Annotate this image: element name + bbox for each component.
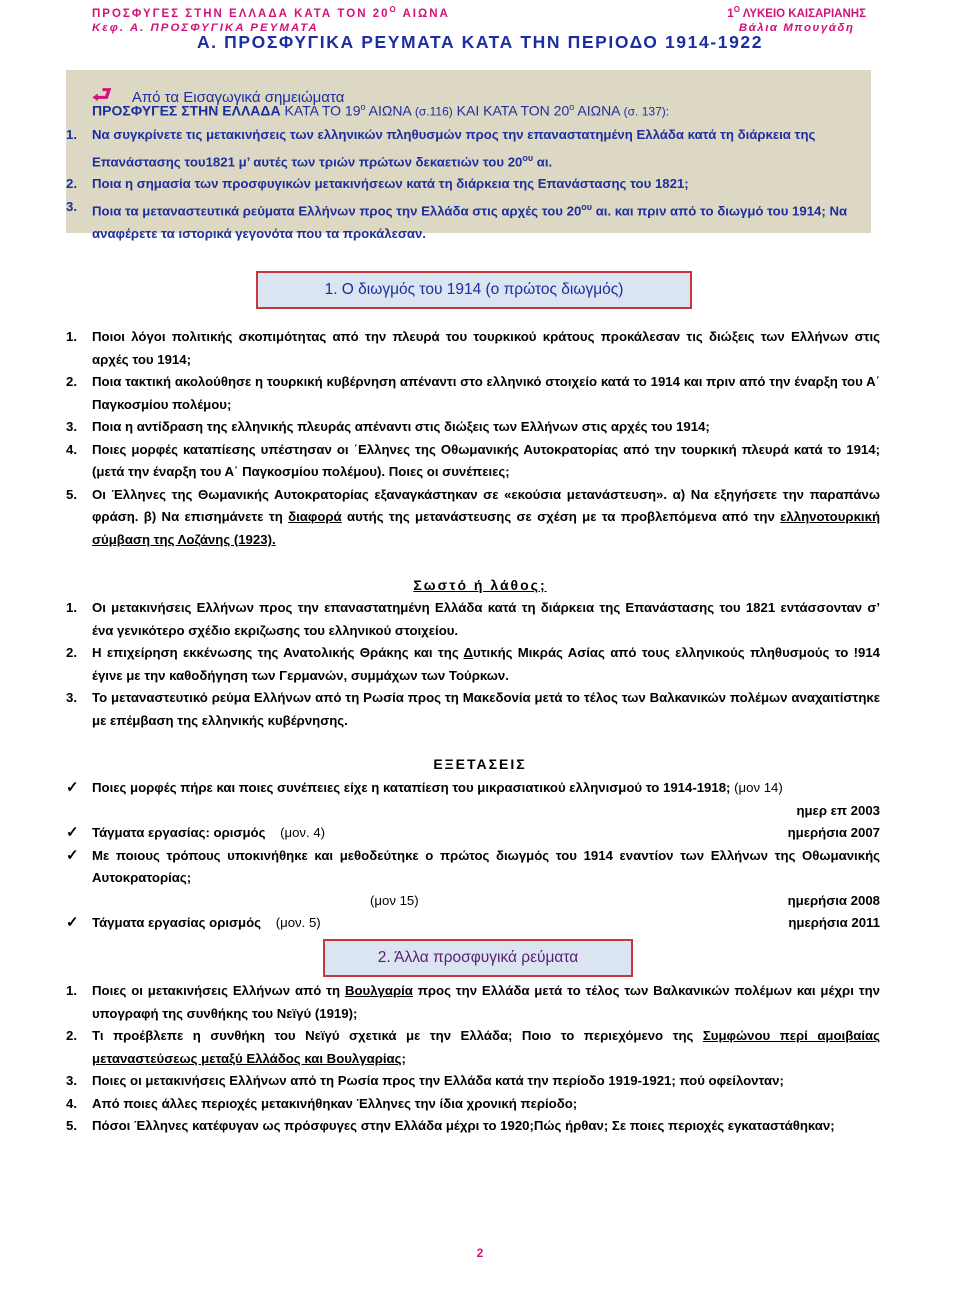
item-number: 3. <box>66 690 77 705</box>
return-arrow-icon: ⮐ <box>92 82 112 107</box>
section1-question-list <box>66 326 880 551</box>
exam-date: ημερήσια 2011 <box>788 915 880 930</box>
checkmark-icon: ✓ <box>66 824 79 841</box>
item-number: 5. <box>66 486 77 502</box>
list-item <box>66 1070 880 1093</box>
exam-question: Με ποιους τρόπους υποκινήθηκε και μεθοδεύτηκε ο πρώτος διωγμός του 1914 εναντίον των Ελλήνων της Οθωμανικής Αυτοκρατορίας; <box>92 847 880 885</box>
section1-title: 1. Ο διωγμός του 1914 (ο πρώτος διωγμός) <box>256 271 692 309</box>
header-school-pre: 1 <box>727 7 734 20</box>
intro-subheading <box>92 102 669 119</box>
item-text: Ποιες μορφές καταπίεσης υπέστησαν οι ΄Ελληνες της Οθωμανικής Αυτοκρατορίας από την τουρκική πλευρά κατά το 1914; (μετά την έναρξη του Α΄ Παγκοσμίου πολέμου). Ποιες οι συνέπειες; <box>92 441 880 479</box>
header-course <box>92 3 450 35</box>
list-item <box>66 439 880 484</box>
exams-title: ΕΞΕΤΑΣΕΙΣ <box>433 756 527 772</box>
exam-marks: (μον. 5) <box>275 915 321 930</box>
section2-title: 2. Άλλα προσφυγικά ρεύματα <box>323 939 633 977</box>
item-tail: αι. <box>533 153 553 169</box>
item-number: 2. <box>66 176 77 192</box>
item-number: 2. <box>66 1028 77 1043</box>
item-number: 2. <box>66 645 77 660</box>
true-false-title <box>0 577 960 593</box>
checkmark-icon: ✓ <box>66 914 79 931</box>
item-text-cont: αυτής της μετανάστευσης σε σχέση με τα προβλεπόμενα από την <box>341 509 781 524</box>
intro-sub-f: ΑΙΩΝΑ <box>574 102 624 119</box>
list-item <box>66 687 880 732</box>
exam-date-row <box>66 800 880 823</box>
item-number: 5. <box>66 1118 77 1133</box>
item-number: 3. <box>66 419 77 434</box>
exam-date: ημερήσια 2007 <box>787 825 880 840</box>
list-item <box>66 371 880 416</box>
exam-marks: (μον 15) <box>370 892 419 908</box>
underlined-term: διαφορά <box>288 509 342 524</box>
item-text: Ποιες οι μετακινήσεις Ελλήνων από τη Ρωσία προς την Ελλάδα κατά την περίοδο 1919-1921; πού οφείλονταν; <box>92 1073 784 1088</box>
item-text: Από ποιες άλλες περιοχές μετακινήθηκαν Έλληνες την ίδια χρονική περίοδο; <box>92 1095 578 1111</box>
item-text: Οι μετακινήσεις Ελλήνων προς την επαναστατημένη Ελλάδα κατά τη διάρκεια της Επανάστασης του 1821 εντάσσονταν σ’ ένα γενικότερο σχέδιο εκριζωσης του ελληνικού στοιχείου. <box>92 600 880 638</box>
exam-marks: (μον. 4) <box>280 825 326 840</box>
intro-sub-a: ΠΡΟΣΦΥΓΕΣ ΣΤΗΝ ΕΛΛΑΔΑ <box>92 102 281 119</box>
item-text: Η επιχείρηση εκκένωσης της Ανατολικής Θράκης και της <box>92 645 464 660</box>
item-tail: αι. και πριν από το διωγμό του 1914; Να αναφέρετε τα ιστορικά γεγονότα που τα προκάλεσαν. <box>92 203 848 241</box>
header-author: Βάλια Μπουγάδη <box>738 21 855 34</box>
item-number: 4. <box>66 441 77 457</box>
checkmark-icon: ✓ <box>66 846 79 864</box>
intro-sub-c: ΑΙΩΝΑ <box>365 102 415 119</box>
exam-date: ημερήσια 2008 <box>787 892 880 908</box>
item-number: 3. <box>66 198 77 214</box>
underlined-term: Συμφώνου περί αμοιβαίας μεταναστεύσεως μεταξύ Ελλάδος και Βουλγαρίας; <box>92 1028 880 1066</box>
list-item <box>66 326 880 371</box>
item-sup: ου <box>522 152 534 163</box>
item-number: 1. <box>66 127 77 142</box>
exam-marks: (μον 14) <box>730 780 783 795</box>
list-item <box>66 1115 880 1138</box>
exam-row <box>66 912 880 935</box>
item-text: Ποια η σημασία των προσφυγικών μετακινήσεων κατά τη διάρκεια της Επανάστασης του 1821; <box>92 176 689 192</box>
item-text: Ποιες οι μετακινήσεις Ελλήνων από τη <box>92 983 345 998</box>
item-text-cont: προς την Ελλάδα μετά το τέλος των Βαλκανικών πολέμων και μέχρι την υπογραφή της συνθήκης του Νεϊγύ (1919); <box>92 983 880 1021</box>
intro-sub-e: ΚΑΙ ΚΑΤΑ ΤΟΝ 20 <box>452 102 570 119</box>
list-item <box>66 484 880 552</box>
section2-question-list <box>66 980 880 1138</box>
underlined-term: Βουλγαρία <box>344 983 413 998</box>
item-text: Οι Έλληνες της Θωμανικής Αυτοκρατορίας εξαναγκάστηκαν σε «εκούσια μετανάστευση». α) Να εξηγήσετε την παραπάνω φράση. β) Να επισημάνετε τη <box>92 486 880 524</box>
intro-question-list <box>66 124 869 245</box>
checkmark-icon: ✓ <box>66 779 79 796</box>
item-text: Ποια τακτική ακολούθησε η τουρκική κυβέρνηση απέναντι στο ελληνικό στοιχείο κατά το 1914 και πριν από την έναρξη του Α΄ Παγκοσμίου πολέμου; <box>92 374 880 412</box>
header-course-sup: Ο <box>389 5 398 14</box>
item-number: 1. <box>66 983 77 998</box>
page-number: 2 <box>476 1246 484 1260</box>
item-text: Ποια η αντίδραση της ελληνικής πλευράς απέναντι στις διώξεις των Ελλήνων στις αρχές του 1914; <box>92 419 710 434</box>
exam-question: Τάγματα εργασίας: ορισμός <box>92 825 266 840</box>
intro-sub-sup1: ο <box>360 102 366 112</box>
header-school-sup: Ο <box>733 5 740 14</box>
true-false-list <box>66 597 880 732</box>
list-item <box>66 1025 880 1070</box>
header-course-line1-end: ΑΙΩΝΑ <box>397 7 450 20</box>
underlined-term: ελληνοτουρκική σύμβαση της Λοζάνης (1923). <box>92 509 880 547</box>
header-school-name: ΛΥΚΕΙΟ ΚΑΙΣΑΡΙΑΝΗΣ <box>739 7 866 20</box>
exam-row <box>66 845 880 890</box>
item-number: 3. <box>66 1073 77 1088</box>
item-text: Ποια τα μεταναστευτικά ρεύματα Ελλήνων προς την Ελλάδα στις αρχές του 20 <box>92 203 582 219</box>
list-item <box>66 642 880 687</box>
item-number: 2. <box>66 374 77 389</box>
underlined-letter: Δ <box>463 645 473 660</box>
intro-heading-text: Από τα Εισαγωγικά σημειώματα <box>131 88 345 106</box>
exam-date: ημερ επ 2003 <box>796 802 880 818</box>
list-item <box>66 124 869 173</box>
item-sup: ου <box>581 201 593 212</box>
item-number: 4. <box>66 1095 77 1111</box>
intro-sub-d: (σ.116) <box>414 104 453 119</box>
item-number: 1. <box>66 600 77 615</box>
true-false-title-text: Σωστό ή λάθος; <box>413 577 547 593</box>
exam-question: Ποιες μορφές πήρε και ποιες συνέπειες είχε η καταπίεση του μικρασιατικού ελληνισμού το 1914-1918; <box>92 780 731 795</box>
exam-question: Τάγματα εργασίας ορισμός <box>92 915 262 930</box>
exam-row <box>66 822 880 845</box>
intro-sub-sup2: ο <box>569 102 575 112</box>
item-number: 1. <box>66 329 77 344</box>
intro-sub-g: (σ. 137): <box>623 104 670 119</box>
list-item <box>66 173 869 196</box>
list-item <box>66 416 880 439</box>
item-text: Το μεταναστευτικό ρεύμα Ελλήνων από τη Ρωσία προς τη Μακεδονία μετά το τέλος των Βαλκανικών πολέμων αναχαιτίστηκε με επέμβαση της ελληνικής κυβέρνησης. <box>92 690 880 728</box>
item-text: Τι προέβλεπε η συνθήκη του Νεϊγύ σχετικά με την Ελλάδα; Ποιο το περιεχόμενο της <box>92 1028 703 1043</box>
exams-list <box>66 777 880 935</box>
list-item <box>66 1093 880 1116</box>
header-chapter: Κεφ. Α. ΠΡΟΣΦΥΓΙΚΑ ΡΕΥΜΑΤΑ <box>92 21 319 34</box>
item-text: Πόσοι Έλληνες κατέφυγαν ως πρόσφυγες στην Ελλάδα μέχρι το 1920;Πώς ήρθαν; Σε ποιες περιοχές εγκαταστάθηκαν; <box>92 1118 835 1133</box>
page-title: Α. ΠΡΟΣΦΥΓΙΚΑ ΡΕΥΜΑΤΑ ΚΑΤΑ ΤΗΝ ΠΕΡΙΟΔΟ 1914-1922 <box>196 32 764 52</box>
header-course-line1: ΠΡΟΣΦΥΓΕΣ ΣΤΗΝ ΕΛΛΑΔΑ ΚΑΤΑ ΤΟΝ 20 <box>92 7 390 20</box>
intro-sub-b: ΚΑΤΑ ΤΟ 19 <box>280 102 361 119</box>
exam-row <box>66 777 880 800</box>
list-item <box>66 980 880 1025</box>
list-item <box>66 196 869 245</box>
header-school <box>727 3 866 35</box>
list-item <box>66 597 880 642</box>
exam-row-cont <box>66 890 880 913</box>
item-text-cont: υτικής Μικράς Ασίας από τους ελληνικούς πληθυσμούς το !914 έγινε με την καθοδήγηση των Γερμανών, συμμάχων των Τούρκων. <box>92 645 880 683</box>
item-text: Να συγκρίνετε τις μετακινήσεις των ελληνικών πληθυσμών προς την επαναστατημένη Ελλάδα κατά τη διάρκεια της Επανάστασης του1821 μ’ αυτές των τριών πρώτων δεκαετιών του 20 <box>92 127 816 169</box>
item-text: Ποιοι λόγοι πολιτικής σκοπιμότητας από την πλευρά του τουρκικού κράτους προκάλεσαν τις διώξεις των Ελλήνων στις αρχές του 1914; <box>92 329 880 367</box>
